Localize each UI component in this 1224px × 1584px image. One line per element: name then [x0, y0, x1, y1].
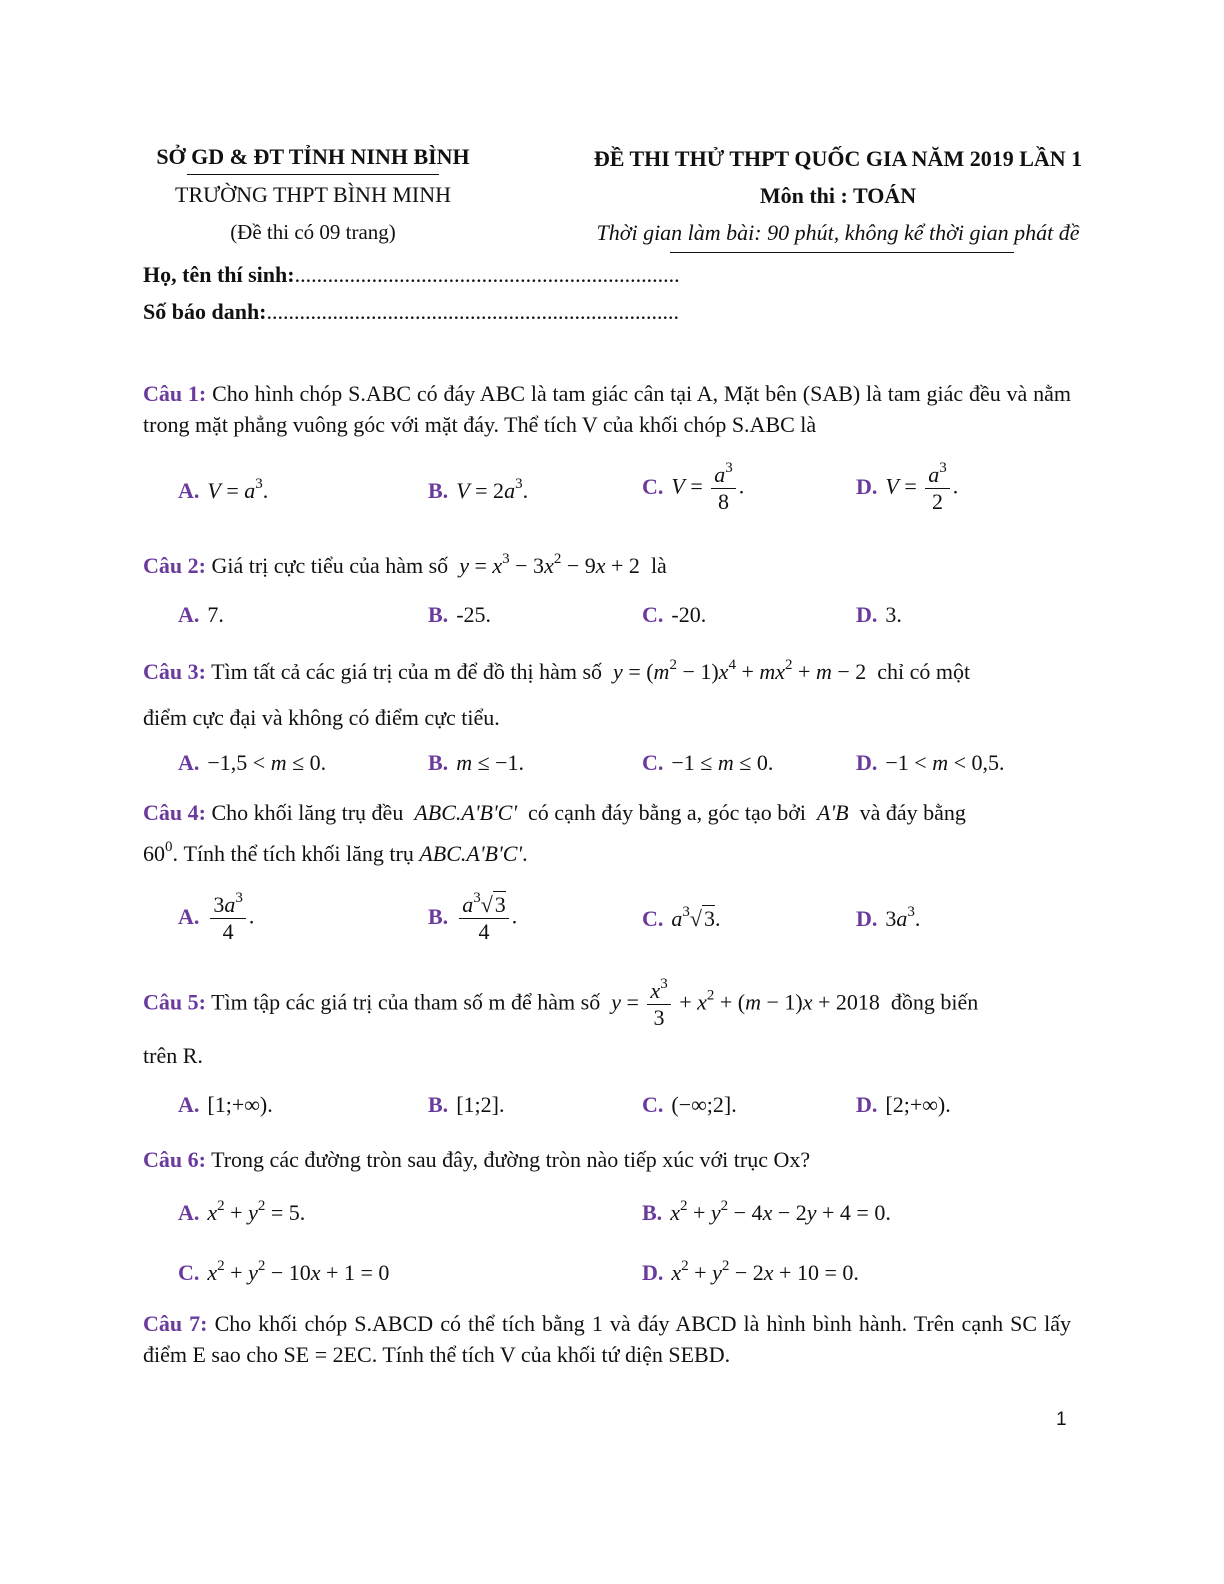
candidate-name-line: [143, 262, 680, 288]
candidate-name-label: Họ, tên thí sinh:: [143, 262, 295, 287]
q6-option-c[interactable]: C. $x^2 + y^2 - 10x + 1 = 0$: [178, 1258, 390, 1285]
q6-option-a[interactable]: A. $x^2 + y^2 = 5$.: [178, 1198, 306, 1225]
question-5-line2: trên R.: [143, 1043, 203, 1068]
q5-option-d[interactable]: D. [2;+∞).: [856, 1092, 951, 1117]
question-4-line2: $60^0$. Tính thể tích khối lăng trụ ABC.A'B'C'.: [143, 839, 528, 866]
candidate-id-label: Số báo danh:: [143, 299, 267, 324]
q1-option-c[interactable]: C. V = $\frac{a^3}{8}$ .: [642, 460, 745, 514]
exam-subject: Môn thi : TOÁN: [759, 183, 917, 208]
question-3: Câu 3: Tìm tất cả các giá trị của m để đồ thị hàm số $y = (m^2 - 1)x^4 + mx^2 + m - 2$ chỉ có một: [143, 657, 971, 684]
question-text: Cho hình chóp S.ABC có đáy ABC là tam giác cân tại A, Mặt bên (SAB) là tam giác đều và nằm trong mặt phẳng vuông góc với mặt đáy. Thể tích V của khối chóp S.ABC là: [143, 381, 1072, 437]
question-1: [143, 378, 1071, 440]
q1-option-a[interactable]: A. $V = a^3$.: [178, 476, 269, 503]
candidate-name-dots: ......................................................................: [294, 262, 680, 287]
q3-option-a[interactable]: A. −1,5 < m ≤ 0.: [178, 750, 327, 775]
question-5: Câu 5: Tìm tập các giá trị của tham số m để hàm số y = $\frac{x^3}{3}$ + $x^2 + (m - 1)x + 2018$ đồng biến: [143, 976, 979, 1030]
q1-option-d[interactable]: D. V = $\frac{a^3}{2}$ .: [856, 460, 959, 514]
candidate-id-line: [143, 299, 679, 325]
q1-option-b[interactable]: B. $V = 2a^3$.: [428, 476, 529, 503]
department-name: SỞ GD & ĐT TỈNH NINH BÌNH: [156, 144, 470, 169]
duration-underline: [670, 252, 1014, 253]
question-7: Câu 7: Cho khối chóp S.ABCD có thể tích bằng 1 và đáy ABCD là hình bình hành. Trên cạnh SC lấy điểm E sao cho SE = 2EC. Tính thể tích V của khối tứ diện SEBD.: [143, 1311, 1071, 1367]
header-underline: [187, 174, 439, 175]
q3-option-d[interactable]: D. −1 < m < 0,5.: [856, 750, 1005, 775]
exam-title: ĐỀ THI THỬ THPT QUỐC GIA NĂM 2019 LẦN 1: [593, 146, 1083, 171]
q5-option-a[interactable]: A. [1;+∞).: [178, 1092, 273, 1117]
q5-option-b[interactable]: B. [1;2].: [428, 1092, 505, 1117]
q2-option-d[interactable]: D. 3.: [856, 602, 902, 627]
q5-option-c[interactable]: C. (−∞;2].: [642, 1092, 737, 1117]
q6-option-d[interactable]: D. $x^2 + y^2 - 2x + 10 = 0$.: [642, 1258, 859, 1285]
q4-option-c[interactable]: C. $a^3√3$.: [642, 904, 721, 931]
question-label: Câu 1:: [143, 381, 207, 406]
question-2: Câu 2: Giá trị cực tiểu của hàm số $y = x^3 - 3x^2 - 9x + 2$ là: [143, 551, 667, 578]
q3-option-c[interactable]: C. −1 ≤ m ≤ 0.: [642, 750, 774, 775]
question-4: Câu 4: Cho khối lăng trụ đều ABC.A'B'C' có cạnh đáy bằng a, góc tạo bởi A'B và đáy bằng: [143, 800, 966, 825]
q2-option-c[interactable]: C. -20.: [642, 602, 707, 627]
q2-option-a[interactable]: A. 7.: [178, 602, 224, 627]
question-6: Câu 6: Trong các đường tròn sau đây, đường tròn nào tiếp xúc với trục Ox?: [143, 1147, 811, 1172]
exam-header: [560, 140, 1116, 253]
q4-option-d[interactable]: D. $3a^3$.: [856, 904, 921, 931]
question-3-line2: điểm cực đại và không có điểm cực tiểu.: [143, 705, 500, 730]
page-number: 1: [1056, 1409, 1067, 1430]
candidate-id-dots: ...........................................................................: [266, 299, 680, 324]
q4-option-a[interactable]: A. $\frac{3a^3}{4}$ .: [178, 890, 255, 944]
school-name: TRƯỜNG THPT BÌNH MINH: [175, 182, 451, 207]
exam-duration: Thời gian làm bài: 90 phút, không kể thời gian phát đề: [596, 220, 1080, 245]
q4-option-b[interactable]: B. $\frac{a^3√3}{4}$ .: [428, 890, 518, 944]
q2-option-b[interactable]: B. -25.: [428, 602, 492, 627]
school-header: [140, 140, 486, 251]
q6-option-b[interactable]: B. $x^2 + y^2 - 4x - 2y + 4 = 0$.: [642, 1198, 891, 1225]
page-count-note: (Đề thi có 09 trang): [230, 220, 396, 244]
q3-option-b[interactable]: B. m ≤ −1.: [428, 750, 525, 775]
